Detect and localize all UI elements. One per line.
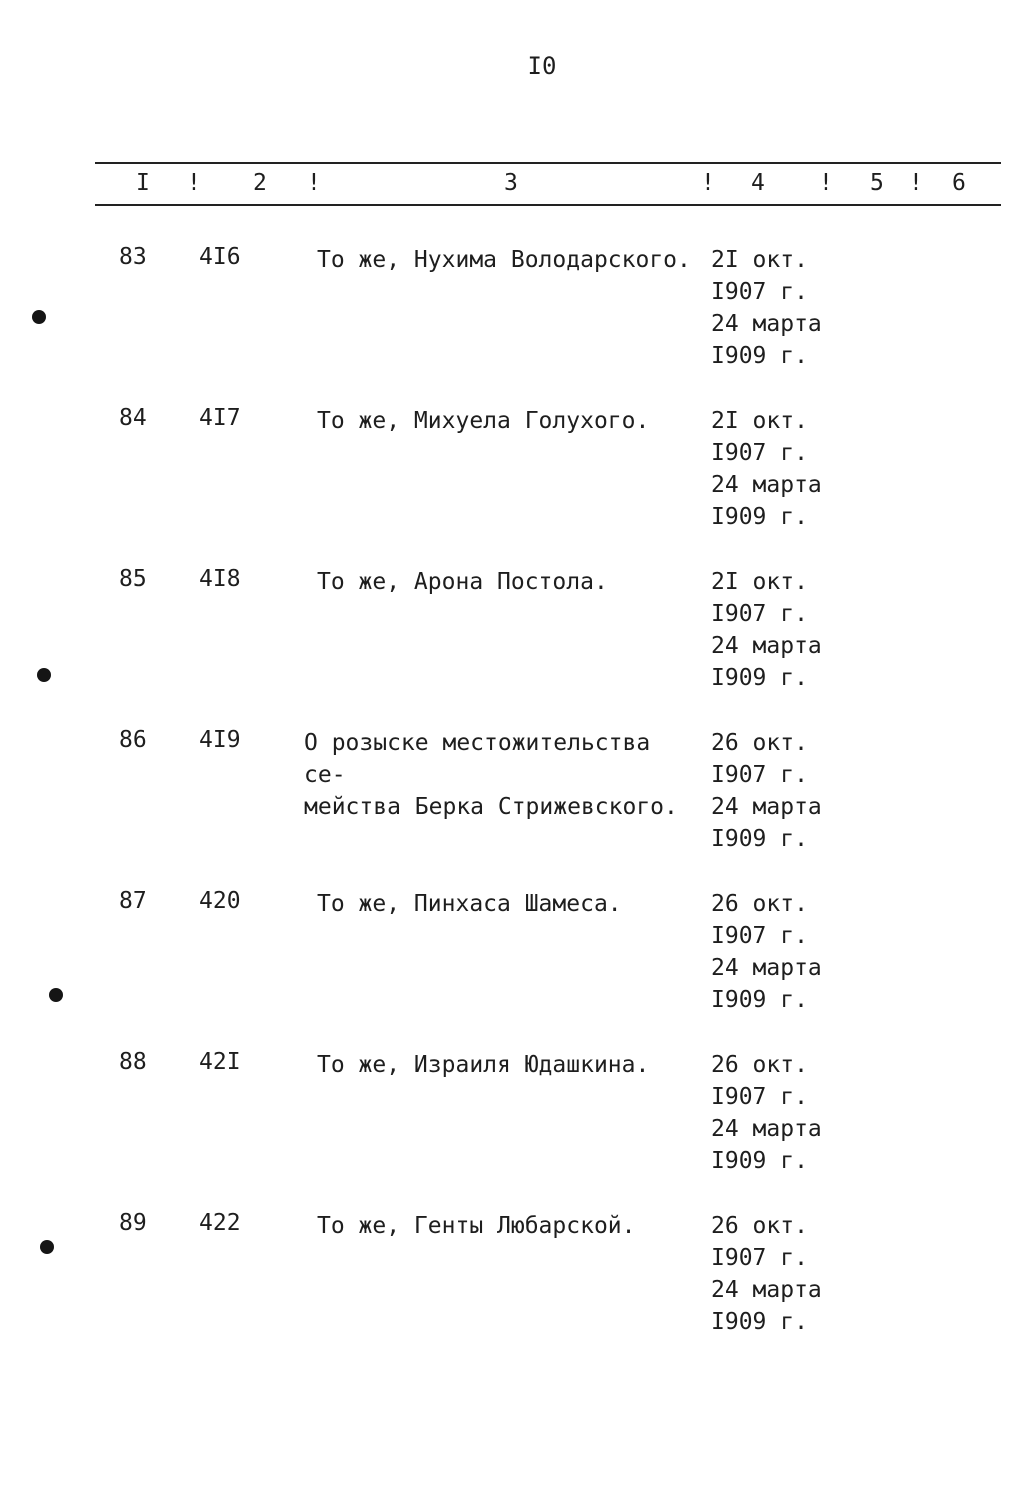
table-row <box>0 1210 1024 1360</box>
document-number: 4I7 <box>199 405 241 431</box>
date-line: 24 марта <box>711 472 822 498</box>
row-dates <box>711 566 822 694</box>
row-title-line: То же, Израиля Юдашкина. <box>317 1052 650 1078</box>
row-dates <box>711 405 822 533</box>
document-number: 4I9 <box>199 727 241 753</box>
row-title <box>317 888 717 920</box>
date-line: 24 марта <box>711 1277 822 1303</box>
row-title <box>304 727 704 823</box>
row-number: 89 <box>119 1210 147 1236</box>
table-row <box>0 727 1024 877</box>
date-line: I909 г. <box>711 1148 808 1174</box>
date-line: 26 окт. <box>711 1052 808 1078</box>
table-row <box>0 888 1024 1038</box>
date-line: 26 окт. <box>711 730 808 756</box>
date-line: I907 г. <box>711 601 808 627</box>
document-number: 4I6 <box>199 244 241 270</box>
row-title <box>317 244 717 276</box>
binder-hole-mark <box>32 310 46 324</box>
row-number: 83 <box>119 244 147 270</box>
date-line: I907 г. <box>711 279 808 305</box>
header-separator: ! <box>909 170 923 196</box>
row-number: 88 <box>119 1049 147 1075</box>
date-line: I909 г. <box>711 987 808 1013</box>
row-dates <box>711 1049 822 1177</box>
date-line: I907 г. <box>711 762 808 788</box>
header-col-3: 3 <box>504 170 518 196</box>
row-title-line: То же, Генты Любарской. <box>317 1213 636 1239</box>
date-line: 2I окт. <box>711 569 808 595</box>
date-line: 24 марта <box>711 794 822 820</box>
date-line: 24 марта <box>711 955 822 981</box>
row-dates <box>711 727 822 855</box>
date-line: 24 марта <box>711 1116 822 1142</box>
date-line: I909 г. <box>711 826 808 852</box>
date-line: 24 марта <box>711 311 822 337</box>
row-number: 84 <box>119 405 147 431</box>
date-line: 2I окт. <box>711 408 808 434</box>
date-line: I907 г. <box>711 923 808 949</box>
document-number: 422 <box>199 1210 241 1236</box>
header-col-6: 6 <box>952 170 966 196</box>
row-title-line: О розыске местожительства се- <box>304 730 651 788</box>
row-title-line: То же, Арона Постола. <box>317 569 608 595</box>
header-separator: ! <box>701 170 715 196</box>
row-title <box>317 1049 717 1081</box>
page-number: I0 <box>527 52 557 80</box>
header-col-4: 4 <box>751 170 765 196</box>
table-row <box>0 244 1024 394</box>
document-number: 4I8 <box>199 566 241 592</box>
header-col-2: 2 <box>253 170 267 196</box>
date-line: I907 г. <box>711 1245 808 1271</box>
row-title <box>317 405 717 437</box>
table-row <box>0 1049 1024 1199</box>
row-dates <box>711 1210 822 1338</box>
row-number: 85 <box>119 566 147 592</box>
header-separator: ! <box>307 170 321 196</box>
row-number: 87 <box>119 888 147 914</box>
date-line: I909 г. <box>711 343 808 369</box>
table-row <box>0 566 1024 716</box>
date-line: I907 г. <box>711 1084 808 1110</box>
header-col-1: I <box>136 170 150 196</box>
date-line: 26 окт. <box>711 1213 808 1239</box>
document-number: 42I <box>199 1049 241 1075</box>
header-separator: ! <box>819 170 833 196</box>
row-title-line: То же, Нухима Володарского. <box>317 247 691 273</box>
date-line: I909 г. <box>711 665 808 691</box>
header-col-5: 5 <box>870 170 884 196</box>
header-separator: ! <box>187 170 201 196</box>
date-line: I907 г. <box>711 440 808 466</box>
date-line: 2I окт. <box>711 247 808 273</box>
row-title <box>317 1210 717 1242</box>
row-title-line: То же, Михуела Голухого. <box>317 408 650 434</box>
row-dates <box>711 888 822 1016</box>
binder-hole-mark <box>37 668 51 682</box>
date-line: I909 г. <box>711 504 808 530</box>
row-title-line: То же, Пинхаса Шамеса. <box>317 891 622 917</box>
binder-hole-mark <box>49 988 63 1002</box>
row-number: 86 <box>119 727 147 753</box>
date-line: I909 г. <box>711 1309 808 1335</box>
row-title-line: мейства Берка Стрижевского. <box>304 794 678 820</box>
row-dates <box>711 244 822 372</box>
table-row <box>0 405 1024 555</box>
table-header-rule <box>95 204 1001 206</box>
row-title <box>317 566 717 598</box>
date-line: 24 марта <box>711 633 822 659</box>
table-top-rule <box>95 162 1001 164</box>
binder-hole-mark <box>40 1240 54 1254</box>
date-line: 26 окт. <box>711 891 808 917</box>
document-number: 420 <box>199 888 241 914</box>
